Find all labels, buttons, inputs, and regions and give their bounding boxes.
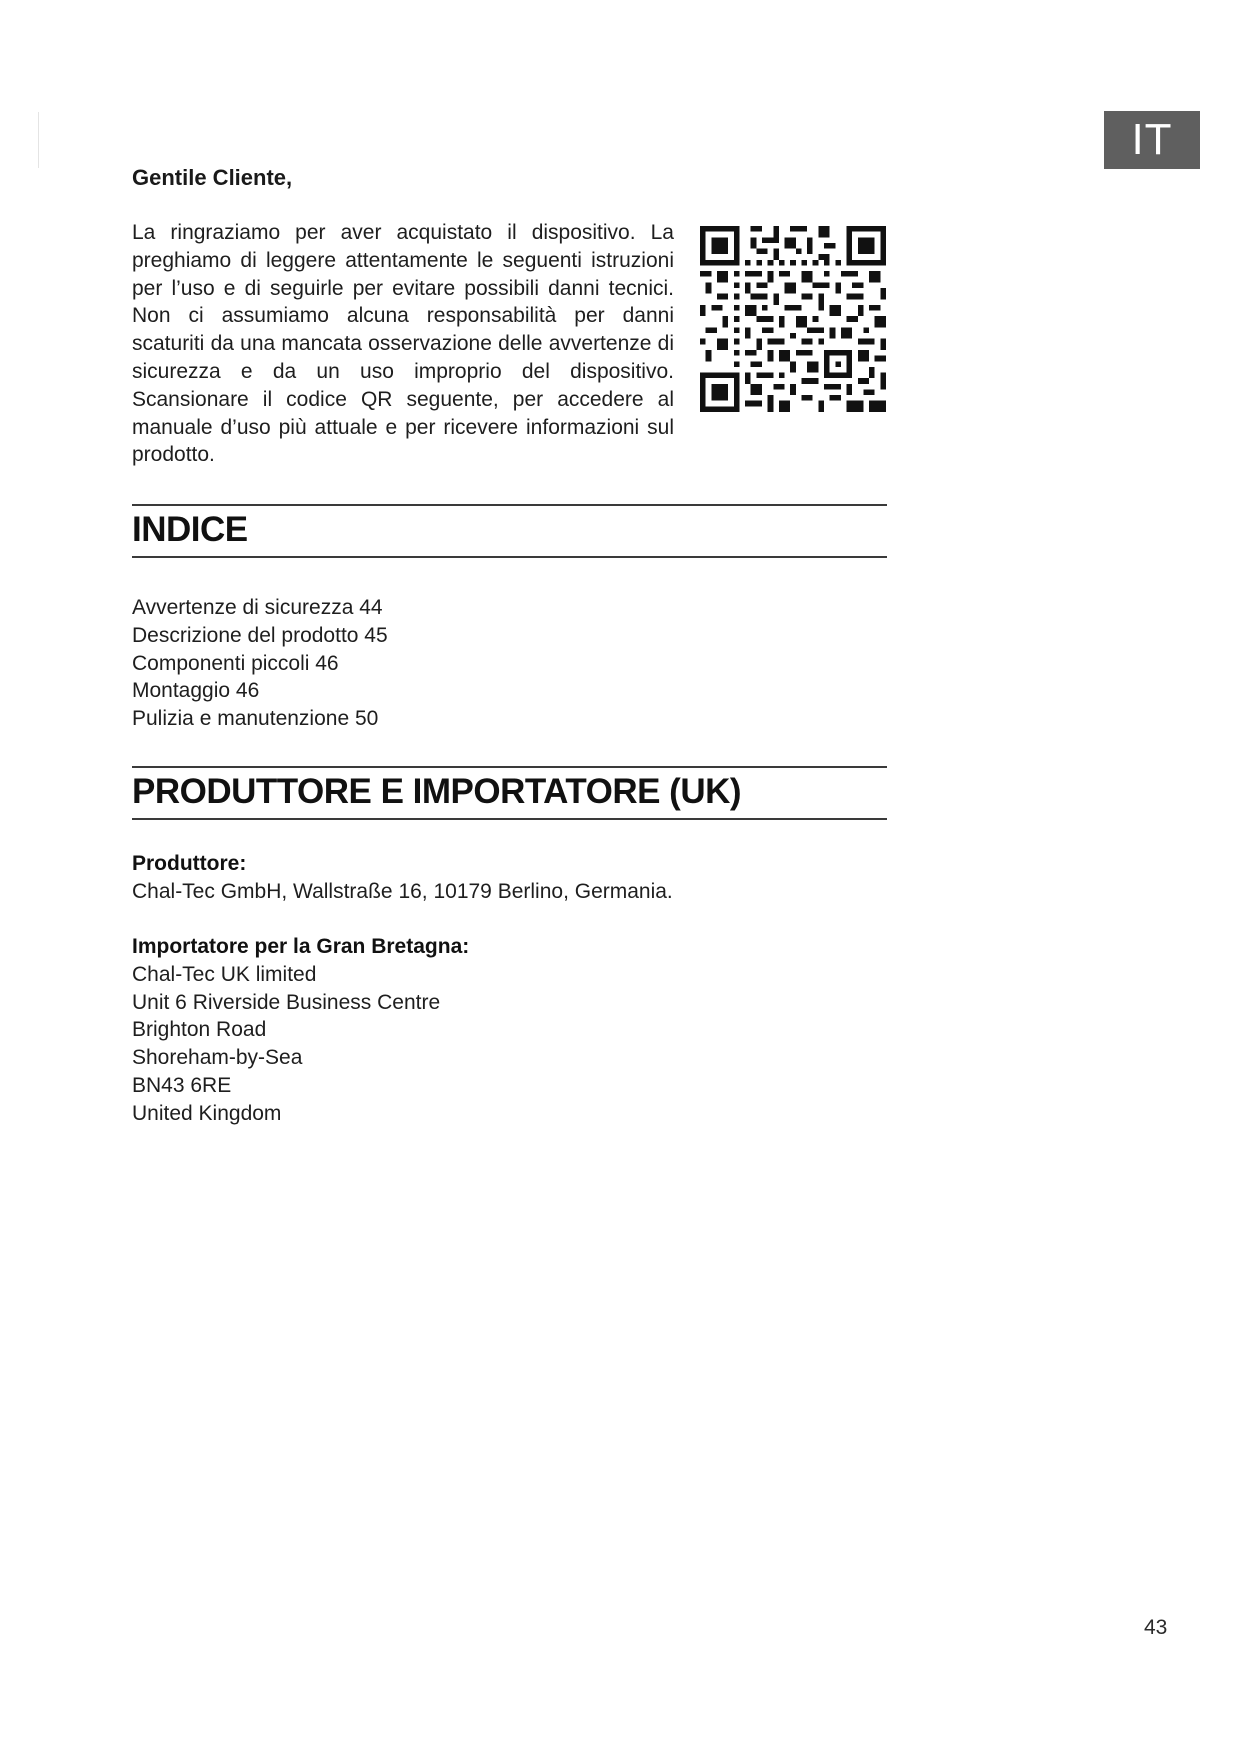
- importer-line: Chal-Tec UK limited: [132, 962, 317, 986]
- language-tab: IT: [1104, 111, 1200, 169]
- index-rule-bottom: [132, 556, 887, 558]
- manufacturer-rule-bottom: [132, 818, 887, 820]
- toc-item-assembly[interactable]: Montaggio 46: [132, 679, 260, 703]
- intro-paragraph: La ringraziamo per aver acquistato il dispositivo. La preghiamo di leggere attentamente le seguenti istruzioni per l’uso e di seguirle per evitare possibili danni tecnici. Non ci assumiamo alcuna responsabilità per danni scaturiti da una mancata osservazione delle avvertenze di sicurezza e da un uso improprio del dispositivo. Scansionare il codice QR seguente, per accedere al manuale d’uso più attuale e per ricevere informazioni sul prodotto.: [132, 221, 674, 467]
- producer-block: [132, 850, 673, 906]
- toc-item-safety[interactable]: Avvertenze di sicurezza 44: [132, 596, 383, 619]
- importer-line: Shoreham-by-Sea: [132, 1046, 303, 1070]
- index-title: INDICE: [132, 510, 248, 549]
- producer-address: Chal-Tec GmbH, Wallstraße 16, 10179 Berlino, Germania.: [132, 879, 673, 903]
- greeting: Gentile Cliente,: [132, 165, 293, 190]
- importer-line: Unit 6 Riverside Business Centre: [132, 990, 441, 1014]
- importer-line: Brighton Road: [132, 1018, 267, 1042]
- importer-label: Importatore per la Gran Bretagna:: [132, 935, 470, 958]
- importer-line: United Kingdom: [132, 1101, 282, 1125]
- importer-line: BN43 6RE: [132, 1073, 232, 1097]
- producer-label: Produttore:: [132, 852, 247, 875]
- manufacturer-rule-top: [132, 766, 887, 768]
- importer-block: [132, 933, 469, 1128]
- page-edge-line: [38, 112, 39, 168]
- manufacturer-title: PRODUTTORE E IMPORTATORE (UK): [132, 772, 742, 811]
- qr-code-icon: [700, 226, 886, 412]
- toc-item-small-components[interactable]: Componenti piccoli 46: [132, 651, 339, 675]
- page-number: 43: [1144, 1616, 1168, 1639]
- toc-item-product-description[interactable]: Descrizione del prodotto 45: [132, 623, 388, 647]
- index-rule-top: [132, 504, 887, 506]
- table-of-contents: [132, 594, 388, 733]
- toc-item-cleaning[interactable]: Pulizia e manutenzione 50: [132, 707, 379, 731]
